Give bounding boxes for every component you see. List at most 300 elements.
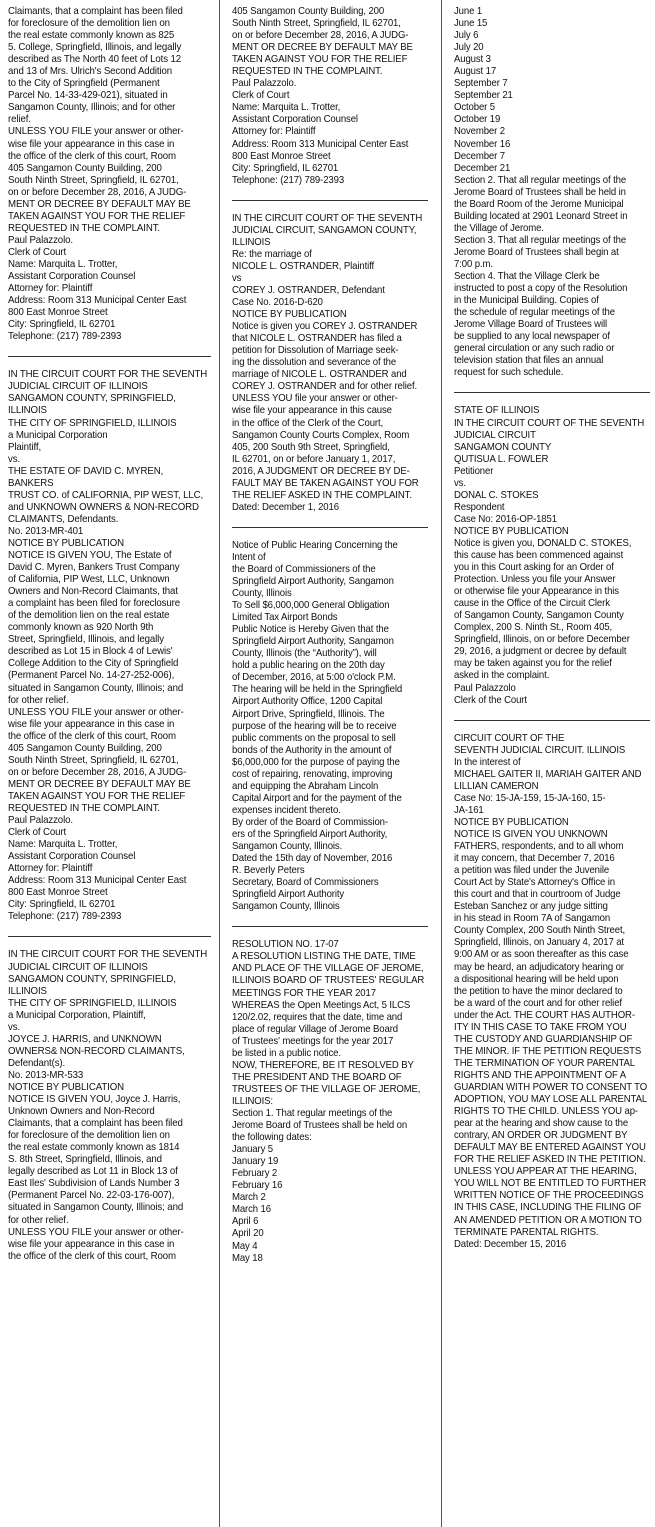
notice-line: ILLINOIS [8,985,47,997]
notice-line: in his stead in Room 7A of Sangamon [454,913,611,925]
notice-line: Sangamon County, Illinois. [232,841,343,853]
notice-line: expenses incident thereto. [232,804,341,816]
notice-line: a dispositional hearing will be held upon [454,973,619,985]
notice-line: April 20 [232,1228,264,1240]
notice-line: the schedule of regular meetings of the [454,307,615,319]
notice-line: it may concern, that December 7, 2016 [454,853,615,865]
notice-line: ADOPTION, YOU MAY LOSE ALL PARENTAL [454,1094,648,1106]
notice-line: Clerk of the Court [454,694,527,706]
notice-line: City: Springfield, IL 62701 [8,899,116,911]
notice-line: THE CITY OF SPRINGFIELD, ILLINOIS [8,997,177,1009]
notice-line: the following dates: [232,1132,312,1144]
notice-line: marriage of NICOLE L. OSTRANDER and [232,369,407,381]
notice-line: FAULT MAY BE TAKEN AGAINST YOU FOR [232,477,419,489]
notice-line: request for such schedule. [454,367,564,379]
notice-line: you in this Court asking for an Order of [454,562,614,574]
notice-line: Claimants, that a complaint has been filed [8,1118,183,1130]
notice-line: for foreclosure of the demolition lien on [8,1130,170,1142]
notice-line: BANKERS [8,477,54,489]
notice-line: that NICOLE L. OSTRANDER has filed a [232,333,402,345]
notice-line: ILLINOIS: [232,1095,273,1107]
notice-line: Intent of [232,551,266,563]
notice-line: Parcel No. 14-33-429-021), situated in [8,90,168,102]
notice-line: By order of the Board of Commission- [232,816,388,828]
notice-line: the petition to have the minor declared to [454,985,623,997]
notice-line: MEETINGS FOR THE YEAR 2017 [232,987,376,999]
notice-line: Jerome Village Board of Trustees will [454,319,608,331]
notice-line: City: Springfield, IL 62701 [8,319,116,331]
notice-line: June 15 [454,18,488,30]
notice-line: Jerome Board of Trustees shall begin at [454,246,619,258]
notice-line: 7:00 p.m. [454,258,493,270]
notice-line: for other relief. [8,694,69,706]
notice-line: a Municipal Corporation, Plaintiff, [8,1009,146,1021]
notice-line: Clerk of Court [232,90,290,102]
notice-line: this court and that in courtroom of Judge [454,889,621,901]
notice-line: A RESOLUTION LISTING THE DATE, TIME [232,951,416,963]
notice-line: Address: Room 313 Municipal Center East [8,875,187,887]
notice-line: Attorney for: Plaintiff [232,126,316,138]
notice-line: The hearing will be held in the Springfield [232,684,403,696]
notice-line: AN AMENDED PETITION OR A MOTION TO [454,1214,642,1226]
notice-line: (Permanent Parcel No. 22-03-176-007), [8,1190,175,1202]
notice-line: (Permanent Parcel No. 14-27-252-006), [8,670,175,682]
column-2 [232,6,428,1527]
notice-line: NOTICE BY PUBLICATION [232,309,347,321]
notice-line: No. 2013-MR-401 [8,525,84,537]
notice-line: JUDICIAL CIRCUIT [454,429,536,441]
notice-line: NOTICE BY PUBLICATION [454,525,569,537]
notice-line: No. 2013-MR-533 [8,1069,84,1081]
notice-line: November 16 [454,138,511,150]
notice-line: Court Act by State's Attorney's Office in [454,877,616,889]
notice-line: for foreclosure of the demolition lien on [8,18,170,30]
notice-line: of December, 2016, at 5:00 o'clock P.M. [232,672,396,684]
notice-line: Section 3. That all regular meetings of the [454,234,627,246]
notice-line: RIGHTS TO THE CHILD. UNLESS YOU ap- [454,1106,639,1118]
notice-line: IN THE CIRCUIT COURT OF THE SEVENTH [454,417,645,429]
notice-line: wise file your appearance in this case in [8,138,175,150]
column-divider [219,0,220,1527]
notice-line: REQUESTED IN THE COMPLAINT. [8,803,160,814]
notice-line: 9:00 AM or as soon thereafter as this case [454,949,629,961]
notice-line: this cause has been commenced against [454,550,624,562]
notice-line: AND PLACE OF THE VILLAGE OF JEROME, [232,963,424,975]
notice-line: Esteban Sanchez or any judge sitting [454,901,608,913]
notice-line: hold a public hearing on the 20th day [232,660,385,672]
notice-line: IN THE CIRCUIT COURT OF THE SEVENTH [232,212,423,224]
notice-line: Sangamon County Courts Complex, Room [232,429,410,441]
notice-line: a Municipal Corporation [8,429,108,441]
notice-line: may be taken against you for the relief [454,658,612,670]
notice-line: September 21 [454,90,513,102]
notice-line: March 16 [232,1204,271,1216]
notice-line: THE MINOR. IF THE PETITION REQUESTS [454,1045,642,1057]
notice-line: public comments on the proposal to sell [232,732,396,744]
notice-line: MENT OR DECREE BY DEFAULT MAY BE [8,778,191,790]
notice-line: Section 1. That regular meetings of the [232,1107,393,1119]
notice-line: Plaintiff, [8,441,42,453]
notice-line: a petition was filed under the Juvenile [454,865,610,877]
notice-line: Name: Marquita L. Trotter, [8,839,118,851]
notice-line: Unknown Owners and Non-Record [8,1106,155,1118]
notice-line: SANGAMON COUNTY, SPRINGFIELD, [8,393,176,405]
notice-line: Clerk of Court [8,827,67,839]
notice-line: R. Beverly Peters [232,865,305,877]
notice-line: relief. [8,114,31,126]
notice-line: Name: Marquita L. Trotter, [232,102,341,114]
notice-separator [232,200,428,201]
notice-line: THE CITY OF SPRINGFIELD, ILLINOIS [8,417,177,429]
notice-line: be supplied to any local newspaper of [454,331,610,343]
notice-line: Paul Palazzolo. [8,234,73,246]
notice-line: IL 62701, on or before January 1, 2017, [232,453,396,465]
notice-line: Springfield Airport Authority [232,889,345,901]
notice-line: petition for Dissolution of Marriage seek- [232,345,399,357]
notice-line: and UNKNOWN OWNERS & NON-RECORD [8,501,199,513]
notice-line: and 13 of Mrs. Ulrich's Second Addition [8,66,173,78]
notice-line: vs [232,272,242,284]
notice-line: for other relief. [8,1214,69,1226]
legal-notice [454,733,650,1251]
notice-line: contrary, AN ORDER OR JUDGMENT BY [454,1130,628,1142]
notice-line: REQUESTED IN THE COMPLAINT. [232,66,383,78]
notice-separator [232,527,428,528]
notice-line: described as Lot 15 in Block 4 of Lewis' [8,646,173,658]
notice-line: vs. [454,477,466,489]
notice-line: vs. [8,1021,21,1033]
notice-line: Case No: 2016-OP-1851 [454,513,557,525]
notice-line: to the City of Springfield (Permanent [8,78,160,90]
notice-line: February 2 [232,1168,278,1180]
notice-line: December 7 [454,150,505,162]
notice-line: on or before December 28, 2016, A JUDG- [232,30,409,42]
notice-line: WRITTEN NOTICE OF THE PROCEEDINGS [454,1190,644,1202]
notice-line: Notice is given you, DONALD C. STOKES, [454,537,632,549]
notice-line: Street, Springfield, Illinois, and legally [8,634,164,646]
legal-notice [232,939,428,1264]
notice-line: 405, 200 South 9th Street, Springfield, [232,441,390,453]
legal-notice [8,949,211,1262]
notice-line: July 20 [454,42,484,54]
notice-line: wise file your appearance in this cause [232,405,392,417]
notice-line: 800 East Monroe Street [8,307,108,319]
notice-line: THE ESTATE OF DAVID C. MYREN, [8,465,164,477]
notice-line: College Addition to the City of Springfield [8,658,179,670]
notice-line: wise file your appearance in this case in [8,718,175,730]
notice-line: JA-161 [454,804,484,816]
legal-notice [8,6,211,343]
notice-line: Paul Palazzolo [454,682,516,694]
notice-line: Case No. 2016-D-620 [232,297,323,309]
notice-separator [454,720,650,721]
notice-line: asked in the complaint. [454,670,550,682]
notice-line: the office of the clerk of this court, Room [8,1250,176,1262]
notice-line: JUDICIAL CIRCUIT OF ILLINOIS [8,961,148,973]
notice-line: Attorney for: Plaintiff [8,283,93,295]
notice-line: 405 Sangamon County Building, 200 [8,162,162,174]
notice-line: LILLIAN CAMERON [454,780,539,792]
notice-line: commonly known as 920 North 9th [8,622,154,634]
notice-line: UNLESS YOU APPEAR AT THE HEARING, [454,1166,637,1178]
notice-line: July 6 [454,30,479,42]
legal-notice [232,213,428,514]
notice-line: City: Springfield, IL 62701 [232,162,339,174]
notice-line: a complaint has been filed for foreclosure [8,598,181,610]
notice-line: UNLESS YOU FILE your answer or other- [8,126,184,138]
notice-line: Owners and Non-Record Claimants, that [8,586,178,598]
notice-line: SANGAMON COUNTY, SPRINGFIELD, [8,973,176,985]
notice-line: Springfield, Illinois, on January 4, 2017 at [454,937,624,949]
notice-line: Name: Marquita L. Trotter, [8,258,118,270]
notice-line: FATHERS, respondents, and to all whom [454,841,624,853]
notice-line: Dated: December 1, 2016 [232,501,339,513]
notice-line: TAKEN AGAINST YOU FOR THE RELIEF [8,790,186,802]
notice-line: South Ninth Street, Springfield, IL 62701, [232,18,401,30]
notice-line: November 2 [454,126,505,138]
notice-line: IN THE CIRCUIT COURT FOR THE SEVENTH [8,369,208,381]
notice-line: Re: the marriage of [232,248,312,260]
notice-line: 405 Sangamon County Building, 200 [8,742,162,754]
notice-line: wise file your appearance in this case in [8,1238,175,1250]
notice-line: Paul Palazzolo. [232,78,297,90]
notice-line: the Board Room of the Jerome Municipal [454,198,624,210]
notice-line: Jerome Board of Trustees shall be held on [232,1120,408,1132]
notice-line: TRUSTEES OF THE VILLAGE OF JEROME, [232,1083,421,1095]
notice-line: NOTICE BY PUBLICATION [454,816,569,828]
notice-line: DEFAULT MAY BE ENTERED AGAINST YOU [454,1142,646,1154]
notice-separator [232,926,428,927]
notice-line: Assistant Corporation Counsel [232,114,358,126]
notice-line: CIRCUIT COURT OF THE [454,732,565,744]
notice-line: TAKEN AGAINST YOU FOR THE RELIEF [8,210,186,222]
notice-line: 800 East Monroe Street [8,887,108,899]
notice-line: Springfield, Illinois, on or before December [454,634,630,646]
notice-line: Defendant(s). [8,1057,66,1069]
notice-line: pear at the hearing and show cause to the [454,1118,629,1130]
notice-line: JOYCE J. HARRIS, and UNKNOWN [8,1033,162,1045]
notice-line: Complex, 200 S. Ninth St., Room 405, [454,622,613,634]
notice-line: RIGHTS AND THE APPOINTMENT OF A [454,1069,627,1081]
notice-line: David C. Myren, Bankers Trust Company [8,562,180,574]
notice-line: Protection. Unless you file your Answer [454,574,616,586]
notice-line: October 19 [454,114,501,126]
notice-line: Clerk of Court [8,246,67,258]
notice-line: JUDICIAL CIRCUIT, SANGAMON COUNTY, [232,224,417,236]
notice-line: In the interest of [454,756,521,768]
notice-line: in the Municipal Building. Copies of [454,295,599,307]
notice-line: RESOLUTION NO. 17-07 [232,939,339,951]
notice-line: Case No: 15-JA-159, 15-JA-160, 15- [454,792,606,804]
notice-line: Building located at 2901 Leonard Street in [454,210,628,222]
notice-line: situated in Sangamon County, Illinois; and [8,1202,184,1214]
notice-line: Telephone: (217) 789-2393 [8,911,122,923]
notice-separator [454,392,650,393]
notice-line: the Village of Jerome. [454,222,544,234]
notice-line: described as The North 40 feet of Lots 12 [8,54,182,66]
notice-line: Respondent [454,501,505,513]
notice-line: of Sangamon County, Sangamon County [454,610,624,622]
notice-line: FOR THE RELIEF ASKED IN THE PETITION. [454,1154,646,1166]
notice-line: of Trustees' meetings for the year 2017 [232,1035,394,1047]
notice-line: South Ninth Street, Springfield, IL 62701, [8,174,179,186]
notice-line: general circulation or any such radio or [454,343,615,355]
notice-line: $6,000,000 for the purpose of paying the [232,756,400,768]
notice-line: UNLESS YOU FILE your answer or other- [8,706,184,718]
notice-line: June 1 [454,6,483,17]
notice-line: Assistant Corporation Counsel [8,271,136,283]
notice-line: Dated the 15th day of November, 2016 [232,853,393,865]
column-divider [441,0,442,1527]
notice-line: legally described as Lot 11 in Block 13 of [8,1166,178,1178]
column-3 [454,6,650,1527]
notice-line: April 6 [232,1216,259,1228]
notice-line: cause in the Office of the Circuit Clerk [454,598,610,610]
notice-line: NOW, THEREFORE, BE IT RESOLVED BY [232,1059,414,1071]
notice-line: May 18 [232,1252,263,1264]
notice-line: ILLINOIS [232,236,271,248]
notice-line: under the Act. THE COURT HAS AUTHOR- [454,1009,635,1021]
notice-line: COREY J. OSTRANDER and for other relief. [232,381,418,393]
notice-line: 120/2.02, requires that the date, time and [232,1011,403,1023]
notice-line: Telephone: (217) 789-2393 [8,331,122,343]
notice-line: County, Illinois (the “Authority”), will [232,648,377,660]
notice-line: MICHAEL GAITER II, MARIAH GAITER AND [454,768,642,780]
notice-line: MENT OR DECREE BY DEFAULT MAY BE [8,198,191,210]
notice-line: NOTICE IS GIVEN YOU, Joyce J. Harris, [8,1094,181,1106]
notice-line: cost of repairing, renovating, improving [232,768,393,780]
notice-line: SANGAMON COUNTY [454,441,552,453]
notice-line: August 3 [454,54,491,66]
notice-line: DONAL C. STOKES [454,489,539,501]
notice-line: IN THIS CASE, INCLUDING THE FILING OF [454,1202,642,1214]
notice-line: REQUESTED IN THE COMPLAINT. [8,222,160,234]
notice-line: Petitioner [454,465,494,477]
notice-line: of California, PIP West, LLC, Unknown [8,574,170,586]
notice-line: South Ninth Street, Springfield, IL 62701, [8,754,179,766]
notice-line: THE TERMINATION OF YOUR PARENTAL [454,1057,635,1069]
notice-line: may be heard, an adjudicatory hearing or [454,961,624,973]
notice-line: 5. College, Springfield, Illinois, and legally [8,42,182,54]
notice-line: and equipping the Abraham Lincoln [232,780,379,792]
notice-line: TAKEN AGAINST YOU FOR THE RELIEF [232,54,408,66]
notice-line: Limited Tax Airport Bonds [232,612,338,624]
notice-line: NOTICE IS GIVEN YOU, The Estate of [8,550,172,562]
notice-line: bonds of the Authority in the amount of [232,744,392,756]
notice-line: Springfield Airport Authority, Sangamon [232,576,394,588]
notice-line: February 16 [232,1180,283,1192]
notice-line: Springfield Airport Authority, Sangamon [232,636,394,648]
notice-line: OWNERS& NON-RECORD CLAIMANTS, [8,1045,185,1057]
notice-line: instructed to post a copy of the Resolution [454,283,628,295]
notice-line: 2016, A JUDGMENT OR DECREE BY DE- [232,465,410,477]
notice-line: October 5 [454,102,495,114]
notice-line: Assistant Corporation Counsel [8,851,136,863]
notice-line: Secretary, Board of Commissioners [232,877,379,889]
notice-line: NOTICE IS GIVEN YOU UNKNOWN [454,829,608,840]
notice-line: situated in Sangamon County, Illinois; and [8,682,184,694]
notice-line: January 5 [232,1144,273,1156]
notice-line: East Iles' Subdivision of Lands Number 3 [8,1178,180,1190]
notice-line: Public Notice is Hereby Given that the [232,624,389,636]
column-1 [8,6,211,1527]
notice-line: Airport Drive, Springfield, Illinois. The [232,708,385,720]
notice-line: TERMINATE PARENTAL RIGHTS. [454,1226,599,1238]
notice-line: S. 8th Street, Springfield, Illinois, and [8,1154,162,1166]
notice-line: Notice is given you COREY J. OSTRANDER [232,321,418,333]
notice-line: NICOLE L. OSTRANDER, Plaintiff [232,260,375,272]
notice-line: 29, 2016, a judgment or decree by default [454,646,627,658]
notice-line: the office of the clerk of this court, Room [8,150,176,162]
notice-line: Sangamon County, Illinois; and for other [8,102,176,114]
legal-notice [454,405,650,706]
notice-line: May 4 [232,1240,258,1252]
notice-line: THE PRESIDENT AND THE BOARD OF [232,1071,402,1083]
notice-line: COREY J. OSTRANDER, Defendant [232,284,385,296]
notice-line: MENT OR DECREE BY DEFAULT MAY BE [232,42,413,54]
notice-line: Capital Airport and for the payment of the [232,792,402,804]
notice-line: NOTICE BY PUBLICATION [8,1081,124,1093]
notice-line: Address: Room 313 Municipal Center East [8,295,187,307]
notice-line: QUTISUA L. FOWLER [454,453,549,465]
notice-line: the office of the clerk of this court, Room [8,730,176,742]
notice-line: in the office of the Clerk of the Court, [232,417,384,429]
notice-line: To Sell $6,000,000 General Obligation [232,600,390,612]
notice-line: THE CUSTODY AND GUARDIANSHIP OF [454,1033,633,1045]
notice-line: Address: Room 313 Municipal Center East [232,138,409,150]
notice-line: place of regular Village of Jerome Board [232,1023,398,1035]
notice-line: the real estate commonly known as 1814 [8,1142,180,1154]
notice-line: Section 2. That all regular meetings of the [454,174,627,186]
notice-separator [8,356,211,357]
legal-notice [232,540,428,913]
notice-line: Telephone: (217) 789-2393 [232,174,345,186]
notice-line: UNLESS YOU file your answer or other- [232,393,398,405]
notice-line: Jerome Board of Trustees shall be held in [454,186,626,198]
notice-line: JUDICIAL CIRCUIT OF ILLINOIS [8,381,148,393]
notice-line: ITY IN THIS CASE TO TAKE FROM YOU [454,1021,627,1033]
notice-line: August 17 [454,66,497,78]
notice-line: purpose of the hearing will be to receive [232,720,397,732]
notice-line: Paul Palazzolo. [8,815,73,827]
notice-line: January 19 [232,1156,279,1168]
notice-line: THE RELIEF ASKED IN THE COMPLAINT. [232,489,412,501]
notice-separator [8,936,211,937]
notice-line: vs. [8,453,21,465]
notice-line: December 21 [454,162,511,174]
notice-line: the real estate commonly known as 825 [8,30,175,42]
notice-line: SEVENTH JUDICIAL CIRCUIT. ILLINOIS [454,744,626,756]
notice-line: Attorney for: Plaintiff [8,863,93,875]
notice-line: 800 East Monroe Street [232,150,331,162]
notice-line: Sangamon County, Illinois [232,901,340,913]
legal-notice [454,6,650,379]
notice-line: the Board of Commissioners of the [232,563,376,575]
notice-line: ers of the Springfield Airport Authority, [232,829,388,840]
notice-line: TRUST CO. of CALIFORNIA, PIP WEST, LLC, [8,489,204,501]
notice-line: 405 Sangamon County Building, 200 [232,6,385,17]
notice-line: Airport Authority Office, 1200 Capital [232,696,383,708]
notice-line: on or before December 28, 2016, A JUDG- [8,766,187,778]
notice-line: County Complex, 200 South Ninth Street, [454,925,626,937]
notice-line: ILLINOIS BOARD OF TRUSTEES' REGULAR [232,975,425,987]
notice-line: Section 4. That the Village Clerk be [454,271,600,283]
notice-line: be listed in a public notice. [232,1047,341,1059]
notice-line: Claimants, that a complaint has been filed [8,6,183,17]
notice-line: YOU WILL NOT BE ENTITLED TO FURTHER [454,1178,647,1190]
notice-line: ILLINOIS [8,405,47,417]
notice-line: March 2 [232,1192,266,1204]
